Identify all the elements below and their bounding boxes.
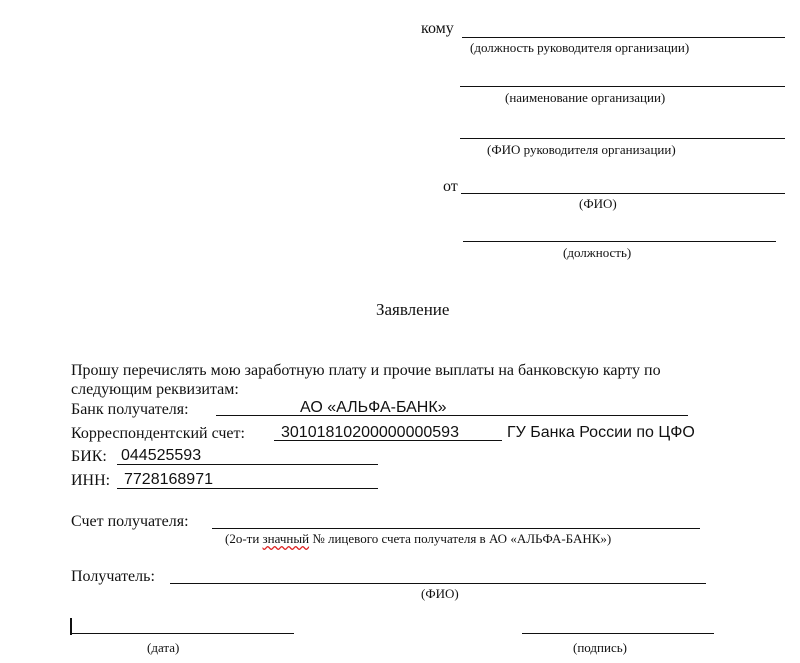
to-position-field[interactable]	[462, 37, 785, 38]
inn-label: ИНН:	[71, 472, 111, 489]
to-label: кому	[421, 20, 454, 37]
from-position-caption: (должность)	[563, 245, 632, 260]
date-caption: (дата)	[147, 640, 180, 655]
date-field[interactable]	[72, 633, 294, 634]
from-label: от	[443, 178, 458, 195]
account-label: Счет получателя:	[71, 513, 189, 530]
head-name-caption: (ФИО руководителя организации)	[487, 142, 676, 157]
signature-caption: (подпись)	[573, 640, 627, 655]
request-text-line2: следующим реквизитам:	[71, 381, 239, 398]
head-name-field[interactable]	[460, 138, 785, 139]
from-name-caption: (ФИО)	[579, 196, 617, 211]
account-caption-post: № лицевого счета получателя в АО «АЛЬФА-БАНК»)	[309, 531, 612, 546]
from-position-field[interactable]	[463, 241, 776, 242]
corr-account-label: Корреспондентский счет:	[71, 425, 245, 442]
corr-account-value: 30101810200000000593	[281, 424, 459, 441]
bank-field[interactable]	[216, 415, 688, 416]
account-field[interactable]	[212, 528, 700, 529]
recipient-caption: (ФИО)	[421, 586, 459, 601]
inn-value: 7728168971	[124, 471, 213, 488]
account-caption-spellcheck: значный	[262, 531, 310, 546]
bank-label: Банк получателя:	[71, 401, 189, 418]
bank-value: АО «АЛЬФА-БАНК»	[300, 399, 447, 416]
organization-caption: (наименование организации)	[505, 90, 666, 105]
corr-account-bank: ГУ Банка России по ЦФО	[507, 424, 695, 441]
organization-field[interactable]	[460, 86, 785, 87]
bik-label: БИК:	[71, 448, 107, 465]
account-caption-pre: (2о-ти	[225, 531, 263, 546]
recipient-label: Получатель:	[71, 568, 155, 585]
from-name-field[interactable]	[461, 193, 785, 194]
bik-value: 044525593	[121, 447, 202, 464]
position-caption: (должность руководителя организации)	[470, 40, 690, 55]
request-text-line1: Прошу перечислять мою заработную плату и прочие выплаты на банковскую карту по	[71, 362, 661, 379]
account-caption	[225, 531, 611, 547]
recipient-field[interactable]	[170, 583, 706, 584]
signature-field[interactable]	[522, 633, 714, 634]
document-title: Заявление	[376, 300, 450, 319]
